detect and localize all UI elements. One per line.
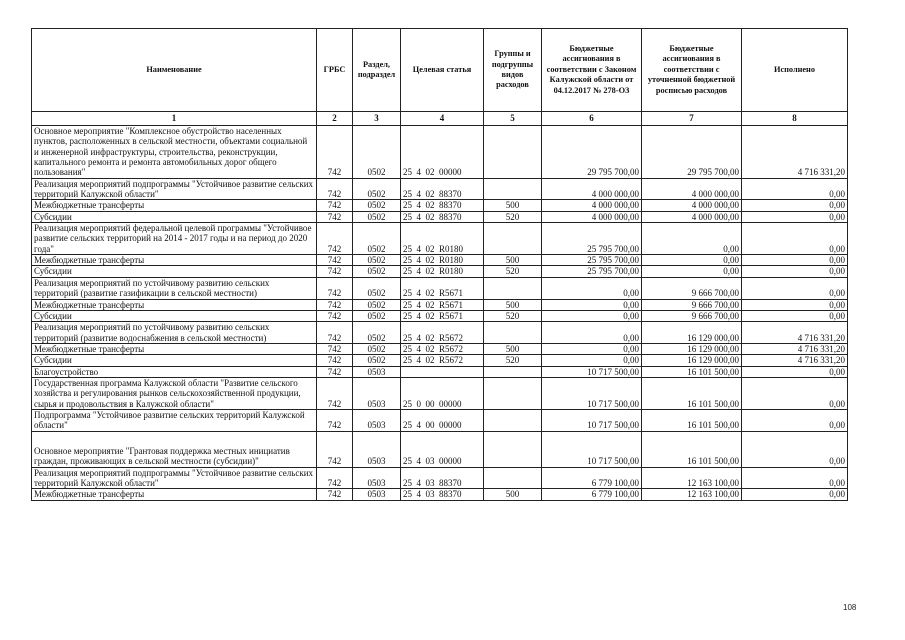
cell-law-allocation: 25 795 700,00	[542, 223, 642, 255]
cell-grbs: 742	[317, 322, 353, 344]
cell-expense-group: 520	[484, 211, 542, 222]
cell-grbs: 742	[317, 200, 353, 211]
cell-grbs: 742	[317, 277, 353, 299]
cell-law-allocation: 0,00	[542, 310, 642, 321]
cell-expense-group	[484, 223, 542, 255]
cell-executed: 0,00	[742, 409, 848, 431]
cell-expense-group: 500	[484, 489, 542, 500]
cell-target-article: 25 4 02 R0180	[401, 223, 484, 255]
cell-executed: 4 716 331,20	[742, 355, 848, 366]
cell-razdel: 0502	[353, 200, 401, 211]
cell-law-allocation: 0,00	[542, 299, 642, 310]
cell-razdel: 0502	[353, 322, 401, 344]
cell-razdel: 0503	[353, 467, 401, 489]
cell-grbs: 742	[317, 467, 353, 489]
cell-razdel: 0502	[353, 178, 401, 200]
cell-executed: 0,00	[742, 489, 848, 500]
table-row	[32, 377, 848, 409]
cell-target-article: 25 4 02 88370	[401, 178, 484, 200]
cell-expense-group	[484, 467, 542, 489]
cell-name: Подпрограмма "Устойчивое развитие сельских территорий Калужской области"	[32, 409, 317, 431]
header-grbs: ГРБС	[317, 29, 353, 112]
cell-name: Межбюджетные трансферты	[32, 299, 317, 310]
header-executed: Исполнено	[742, 29, 848, 112]
cell-expense-group: 500	[484, 255, 542, 266]
cell-razdel: 0502	[353, 255, 401, 266]
table-row	[32, 223, 848, 255]
cell-razdel: 0502	[353, 355, 401, 366]
cell-razdel: 0503	[353, 377, 401, 409]
header-row	[32, 29, 848, 112]
cell-target-article: 25 4 02 R5671	[401, 277, 484, 299]
cell-name: Реализация мероприятий по устойчивому развитию сельских территорий (развитие водоснабжения в сельской местности)	[32, 322, 317, 344]
cell-refined-allocation: 16 129 000,00	[642, 322, 742, 344]
cell-grbs: 742	[317, 266, 353, 277]
cell-expense-group	[484, 178, 542, 200]
cell-name: Субсидии	[32, 355, 317, 366]
table-row	[32, 200, 848, 211]
cell-executed: 0,00	[742, 200, 848, 211]
cell-executed: 0,00	[742, 178, 848, 200]
cell-grbs: 742	[317, 355, 353, 366]
cell-refined-allocation: 12 163 100,00	[642, 467, 742, 489]
cell-law-allocation: 10 717 500,00	[542, 431, 642, 467]
cell-executed: 4 716 331,20	[742, 126, 848, 179]
cell-razdel: 0503	[353, 366, 401, 377]
cell-executed: 0,00	[742, 366, 848, 377]
table-row	[32, 343, 848, 354]
cell-executed: 0,00	[742, 277, 848, 299]
cell-law-allocation: 10 717 500,00	[542, 377, 642, 409]
cell-grbs: 742	[317, 211, 353, 222]
cell-expense-group	[484, 431, 542, 467]
cell-name: Межбюджетные трансферты	[32, 255, 317, 266]
cell-target-article	[401, 366, 484, 377]
table-row	[32, 211, 848, 222]
cell-expense-group	[484, 126, 542, 179]
table-row	[32, 277, 848, 299]
column-number: 1	[32, 112, 317, 126]
cell-executed: 0,00	[742, 467, 848, 489]
cell-law-allocation: 0,00	[542, 355, 642, 366]
cell-executed: 0,00	[742, 211, 848, 222]
cell-target-article: 25 4 02 R0180	[401, 255, 484, 266]
cell-refined-allocation: 16 101 500,00	[642, 377, 742, 409]
column-number: 2	[317, 112, 353, 126]
cell-name: Основное мероприятие "Грантовая поддержка местных инициатив граждан, проживающих в сельской местности (субсидии)"	[32, 431, 317, 467]
cell-razdel: 0502	[353, 310, 401, 321]
cell-law-allocation: 10 717 500,00	[542, 366, 642, 377]
cell-name: Благоустройство	[32, 366, 317, 377]
cell-expense-group: 520	[484, 310, 542, 321]
table-row	[32, 322, 848, 344]
cell-name: Межбюджетные трансферты	[32, 489, 317, 500]
cell-target-article: 25 4 02 R5672	[401, 322, 484, 344]
cell-grbs: 742	[317, 377, 353, 409]
cell-refined-allocation: 0,00	[642, 255, 742, 266]
cell-name: Реализация мероприятий федеральной целевой программы "Устойчивое развитие сельских территорий на 2014 - 2017 годы и на период до 2020 года"	[32, 223, 317, 255]
cell-expense-group: 500	[484, 343, 542, 354]
cell-razdel: 0502	[353, 126, 401, 179]
cell-expense-group	[484, 366, 542, 377]
cell-target-article: 25 4 02 R0180	[401, 266, 484, 277]
header-refined-allocation: Бюджетные ассигнования в соответствии с уточненной бюджетной росписью расходов	[642, 29, 742, 112]
cell-name: Основное мероприятие "Комплексное обустройство населенных пунктов, расположенных в сельской местности, объектами социальной и инженерной инфраструктуры, строительства, реконструкции, капитального ремонта и ремонта автомобильных дорог общего пользования"	[32, 126, 317, 179]
cell-executed: 0,00	[742, 310, 848, 321]
header-expense-group: Группы и подгруппы видов расходов	[484, 29, 542, 112]
cell-executed: 0,00	[742, 377, 848, 409]
table-row	[32, 255, 848, 266]
cell-refined-allocation: 4 000 000,00	[642, 178, 742, 200]
cell-refined-allocation: 4 000 000,00	[642, 211, 742, 222]
cell-grbs: 742	[317, 366, 353, 377]
cell-grbs: 742	[317, 343, 353, 354]
cell-target-article: 25 4 00 00000	[401, 409, 484, 431]
cell-refined-allocation: 0,00	[642, 266, 742, 277]
cell-refined-allocation: 12 163 100,00	[642, 489, 742, 500]
table-row	[32, 355, 848, 366]
cell-expense-group: 520	[484, 355, 542, 366]
cell-law-allocation: 25 795 700,00	[542, 266, 642, 277]
table-row	[32, 489, 848, 500]
cell-law-allocation: 4 000 000,00	[542, 200, 642, 211]
cell-grbs: 742	[317, 299, 353, 310]
cell-refined-allocation: 9 666 700,00	[642, 310, 742, 321]
cell-razdel: 0502	[353, 223, 401, 255]
cell-razdel: 0502	[353, 277, 401, 299]
cell-refined-allocation: 29 795 700,00	[642, 126, 742, 179]
cell-executed: 0,00	[742, 266, 848, 277]
cell-executed: 0,00	[742, 299, 848, 310]
cell-refined-allocation: 0,00	[642, 223, 742, 255]
cell-refined-allocation: 16 129 000,00	[642, 343, 742, 354]
cell-grbs: 742	[317, 223, 353, 255]
budget-document	[31, 28, 847, 501]
column-number: 6	[542, 112, 642, 126]
cell-refined-allocation: 9 666 700,00	[642, 277, 742, 299]
cell-law-allocation: 6 779 100,00	[542, 489, 642, 500]
cell-target-article: 25 4 03 88370	[401, 489, 484, 500]
cell-razdel: 0503	[353, 431, 401, 467]
cell-grbs: 742	[317, 310, 353, 321]
cell-grbs: 742	[317, 409, 353, 431]
cell-expense-group: 520	[484, 266, 542, 277]
cell-law-allocation: 10 717 500,00	[542, 409, 642, 431]
cell-name: Субсидии	[32, 310, 317, 321]
cell-target-article: 25 4 02 R5671	[401, 299, 484, 310]
cell-refined-allocation: 4 000 000,00	[642, 200, 742, 211]
cell-name: Реализация мероприятий по устойчивому развитию сельских территорий (развитие газификации в сельской местности)	[32, 277, 317, 299]
cell-expense-group	[484, 409, 542, 431]
column-number: 7	[642, 112, 742, 126]
cell-executed: 0,00	[742, 255, 848, 266]
cell-refined-allocation: 16 129 000,00	[642, 355, 742, 366]
cell-name: Межбюджетные трансферты	[32, 343, 317, 354]
cell-razdel: 0502	[353, 343, 401, 354]
cell-refined-allocation: 9 666 700,00	[642, 299, 742, 310]
header-target-article: Целевая статья	[401, 29, 484, 112]
cell-razdel: 0502	[353, 266, 401, 277]
cell-refined-allocation: 16 101 500,00	[642, 431, 742, 467]
table-row	[32, 409, 848, 431]
cell-expense-group: 500	[484, 200, 542, 211]
cell-expense-group: 500	[484, 299, 542, 310]
table-body	[32, 126, 848, 501]
cell-refined-allocation: 16 101 500,00	[642, 409, 742, 431]
cell-law-allocation: 0,00	[542, 343, 642, 354]
table-row	[32, 178, 848, 200]
column-number: 8	[742, 112, 848, 126]
table-row	[32, 266, 848, 277]
table-row	[32, 467, 848, 489]
table-row	[32, 431, 848, 467]
cell-target-article: 25 4 02 88370	[401, 211, 484, 222]
cell-name: Реализация мероприятий подпрограммы "Устойчивое развитие сельских территорий Калужской области"	[32, 178, 317, 200]
cell-law-allocation: 4 000 000,00	[542, 178, 642, 200]
cell-razdel: 0503	[353, 409, 401, 431]
table-row	[32, 126, 848, 179]
cell-grbs: 742	[317, 178, 353, 200]
cell-name: Реализация мероприятий подпрограммы "Устойчивое развитие сельских территорий Калужской области"	[32, 467, 317, 489]
cell-target-article: 25 4 02 00000	[401, 126, 484, 179]
column-number-row	[32, 112, 848, 126]
cell-law-allocation: 29 795 700,00	[542, 126, 642, 179]
column-number: 5	[484, 112, 542, 126]
cell-name: Субсидии	[32, 211, 317, 222]
cell-law-allocation: 6 779 100,00	[542, 467, 642, 489]
cell-target-article: 25 0 00 00000	[401, 377, 484, 409]
cell-executed: 0,00	[742, 431, 848, 467]
cell-executed: 4 716 331,20	[742, 322, 848, 344]
table-row	[32, 366, 848, 377]
cell-expense-group	[484, 322, 542, 344]
budget-table	[31, 28, 848, 501]
cell-law-allocation: 0,00	[542, 277, 642, 299]
cell-executed: 0,00	[742, 223, 848, 255]
cell-target-article: 25 4 02 88370	[401, 200, 484, 211]
cell-target-article: 25 4 03 00000	[401, 431, 484, 467]
cell-grbs: 742	[317, 126, 353, 179]
header-name: Наименование	[32, 29, 317, 112]
cell-target-article: 25 4 02 R5672	[401, 343, 484, 354]
cell-refined-allocation: 16 101 500,00	[642, 366, 742, 377]
table-row	[32, 310, 848, 321]
header-razdel: Раздел, подраздел	[353, 29, 401, 112]
cell-target-article: 25 4 02 R5672	[401, 355, 484, 366]
cell-razdel: 0502	[353, 211, 401, 222]
cell-grbs: 742	[317, 431, 353, 467]
cell-executed: 4 716 331,20	[742, 343, 848, 354]
cell-expense-group	[484, 277, 542, 299]
table-row	[32, 299, 848, 310]
cell-razdel: 0503	[353, 489, 401, 500]
cell-name: Государственная программа Калужской области "Развитие сельского хозяйства и регулирования рынков сельскохозяйственной продукции, сырья и продовольствия в Калужской области"	[32, 377, 317, 409]
header-law-allocation: Бюджетные ассигнования в соответствии с Законом Калужской области от 04.12.2017 № 278-ОЗ	[542, 29, 642, 112]
cell-expense-group	[484, 377, 542, 409]
cell-target-article: 25 4 02 R5671	[401, 310, 484, 321]
cell-law-allocation: 25 795 700,00	[542, 255, 642, 266]
cell-razdel: 0502	[353, 299, 401, 310]
cell-name: Межбюджетные трансферты	[32, 200, 317, 211]
cell-target-article: 25 4 03 88370	[401, 467, 484, 489]
cell-grbs: 742	[317, 489, 353, 500]
page-number: 108	[843, 603, 857, 612]
cell-law-allocation: 4 000 000,00	[542, 211, 642, 222]
cell-name: Субсидии	[32, 266, 317, 277]
cell-grbs: 742	[317, 255, 353, 266]
column-number: 3	[353, 112, 401, 126]
cell-law-allocation: 0,00	[542, 322, 642, 344]
column-number: 4	[401, 112, 484, 126]
